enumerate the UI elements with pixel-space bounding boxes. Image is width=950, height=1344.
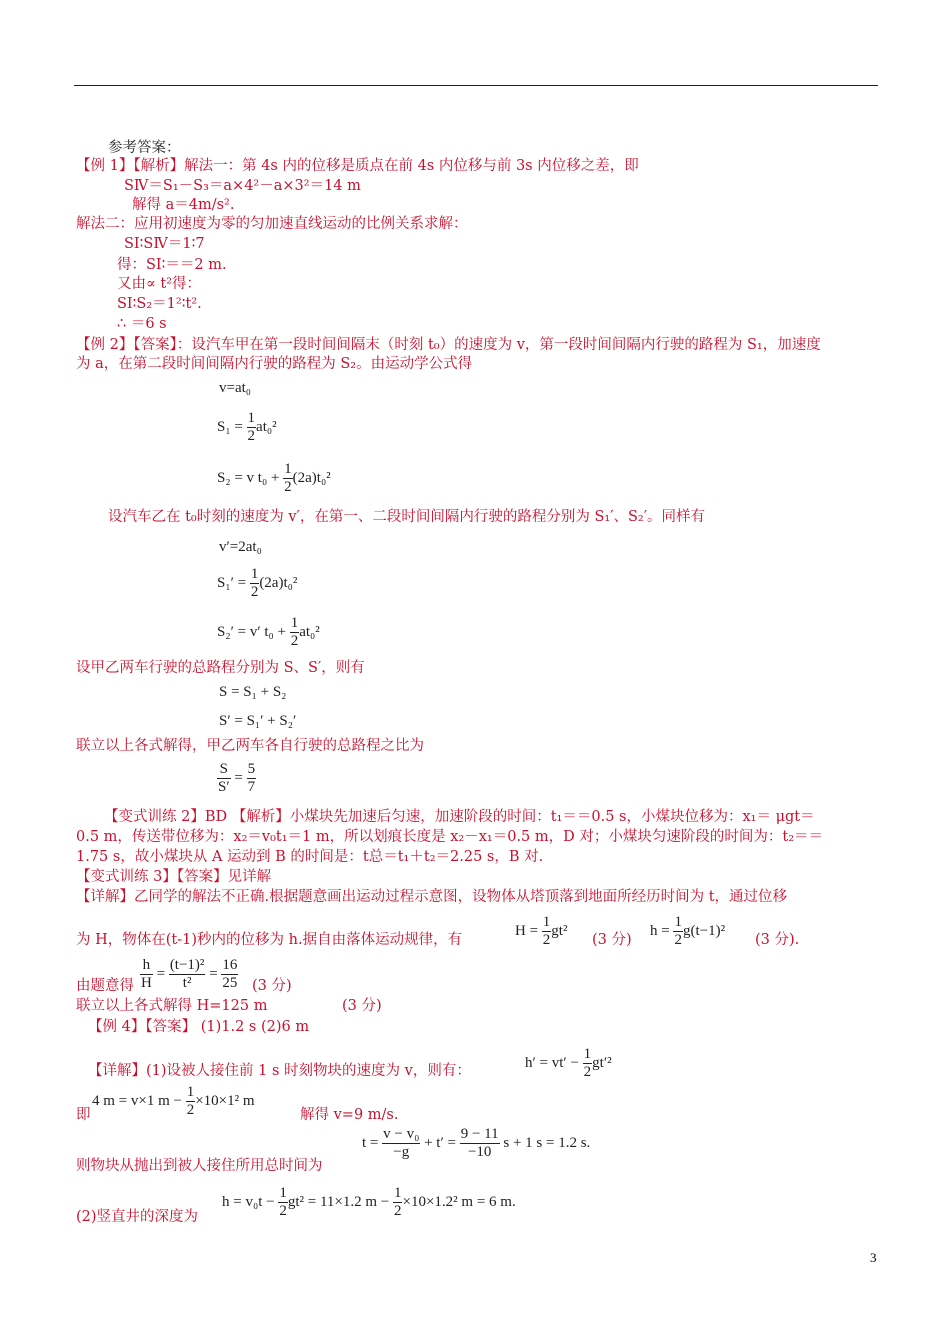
- text-line: 【详解】(1)设被人接住前 1 s 时刻物块的速度为 v，则有：: [88, 1063, 471, 1079]
- header-rule: [74, 85, 878, 86]
- equation: H = $\frac{1}{2}$ gt²: [515, 914, 568, 948]
- equation: S = S₁ + S₂: [219, 684, 287, 700]
- text-line: 设甲乙两车行驶的总路程分别为 S、S′，则有: [76, 660, 365, 676]
- text-line: 得：SⅠ∶＝＝2 m.: [117, 257, 227, 273]
- equation: v=at₀: [219, 380, 252, 396]
- equation: S′ = S₁′ + S₂′: [219, 713, 297, 729]
- text-line: 联立以上各式解得，甲乙两车各自行驶的总路程之比为: [76, 738, 424, 754]
- text-line: 0.5 m，传送带位移为：x₂＝v₀t₁＝1 m，所以划痕长度是 x₂－x₁＝0.5 m，D 对；小煤块匀速阶段的时间为：t₂＝＝: [76, 829, 824, 845]
- equation: S₂′ = v′ t₀ + $\frac{1}{2}$ at₀²: [217, 615, 320, 649]
- text-line: 为 H，物体在(t-1)秒内的位移为 h.据自由落体运动规律，有: [76, 932, 463, 948]
- example-4-line: 【例 4】【答案】 (1)1.2 s (2)6 m: [88, 1019, 310, 1035]
- equation: S₂ = v t₀ + $\frac{1}{2}$ (2a)t₀²: [217, 461, 331, 495]
- text-line: 解法二：应用初速度为零的匀加速直线运动的比例关系求解：: [76, 216, 468, 232]
- variant-2-line: 【变式训练 2】BD 【解析】小煤块先加速后匀速，加速阶段的时间：t₁＝＝0.5 s，小煤块位移为：x₁＝ μgt＝: [104, 809, 815, 825]
- text-line: (2)竖直井的深度为: [76, 1209, 199, 1225]
- equation: h = $\frac{1}{2}$ g(t−1)²: [650, 914, 726, 948]
- text-line: 联立以上各式解得 H=125 m: [76, 998, 268, 1014]
- equation: $\frac{h}{H}$ = $\frac{\text{(t−1)²}}{\text{t²}}$ = $\frac{16}{25}$: [141, 957, 238, 991]
- text-line: 解得 a＝4m/s².: [132, 197, 235, 213]
- text-line: 设汽车乙在 t₀时刻的速度为 v′，在第一、二段时间间隔内行驶的路程分别为 S₁′、S₂′。同样有: [108, 509, 706, 525]
- equation: v′=2at₀: [219, 539, 262, 555]
- text-line: ∴ ＝6 s: [117, 316, 167, 332]
- text-line: 【详解】乙同学的解法不正确.根据题意画出运动过程示意图，设物体从塔顶落到地面所经历时间为 t，通过位移: [76, 889, 788, 905]
- text-line: 即: [76, 1107, 91, 1123]
- variant-3-line: 【变式训练 3】【答案】见详解: [76, 869, 272, 885]
- score-note: (3 分): [252, 978, 292, 994]
- example-1-line: 【例 1】【解析】解法一：第 4s 内的位移是质点在前 4s 内位移与前 3s 内位移之差，即: [76, 158, 639, 174]
- equation: S₁′ = $\frac{1}{2}$ (2a)t₀²: [217, 566, 298, 600]
- equation: h′ = vt′ − $\frac{1}{2}$ gt′²: [525, 1046, 612, 1080]
- example-2-line: 【例 2】【答案】：设汽车甲在第一段时间间隔末（时刻 t₀）的速度为 v，第一段时间间隔内行驶的路程为 S₁，加速度: [76, 337, 821, 353]
- text-line: 又由∝ t²得：: [117, 276, 202, 292]
- text-line: SⅠ∶SⅣ＝1∶7: [124, 236, 205, 252]
- answers-heading: 参考答案：: [108, 140, 181, 156]
- text-line: 则物块从抛出到被人接住所用总时间为: [76, 1158, 323, 1174]
- text-line: 1.75 s，故小煤块从 A 运动到 B 的时间是：t总＝t₁＋t₂＝2.25 s，B 对.: [76, 849, 544, 865]
- equation: t = $\frac{\text{v − v₀}}{-g}$ + t′ = $\frac{9 - 11}{-10}$ s + 1 s = 1.2 s.: [362, 1126, 591, 1160]
- score-note: (3 分): [342, 998, 382, 1014]
- page-number: 3: [870, 1250, 877, 1265]
- text-line: SⅠ∶S₂＝1²∶t².: [117, 296, 202, 312]
- equation: 4 m = v×1 m − $\frac{1}{2}$ ×10×1² m: [92, 1084, 255, 1118]
- equation: h = v₀t − $\frac{1}{2}$ gt² = 11×1.2 m − $\frac{1}{2}$ ×10×1.2² m = 6 m.: [222, 1185, 516, 1219]
- equation: $\frac{S}{S'}$ = $\frac{5}{7}$: [218, 761, 256, 795]
- text-line: SⅣ＝S₁－S₃＝a×4²－a×3²＝14 m: [124, 178, 361, 194]
- text-line: 为 a，在第二段时间间隔内行驶的路程为 S₂。由运动学公式得: [76, 356, 473, 372]
- score-note: (3 分): [592, 932, 632, 948]
- equation: S₁ = $\frac{1}{2}$ at₀²: [217, 410, 277, 444]
- text-line: 解得 v=9 m/s.: [300, 1107, 399, 1123]
- score-note: (3 分).: [755, 932, 800, 948]
- text-line: 由题意得: [76, 978, 134, 994]
